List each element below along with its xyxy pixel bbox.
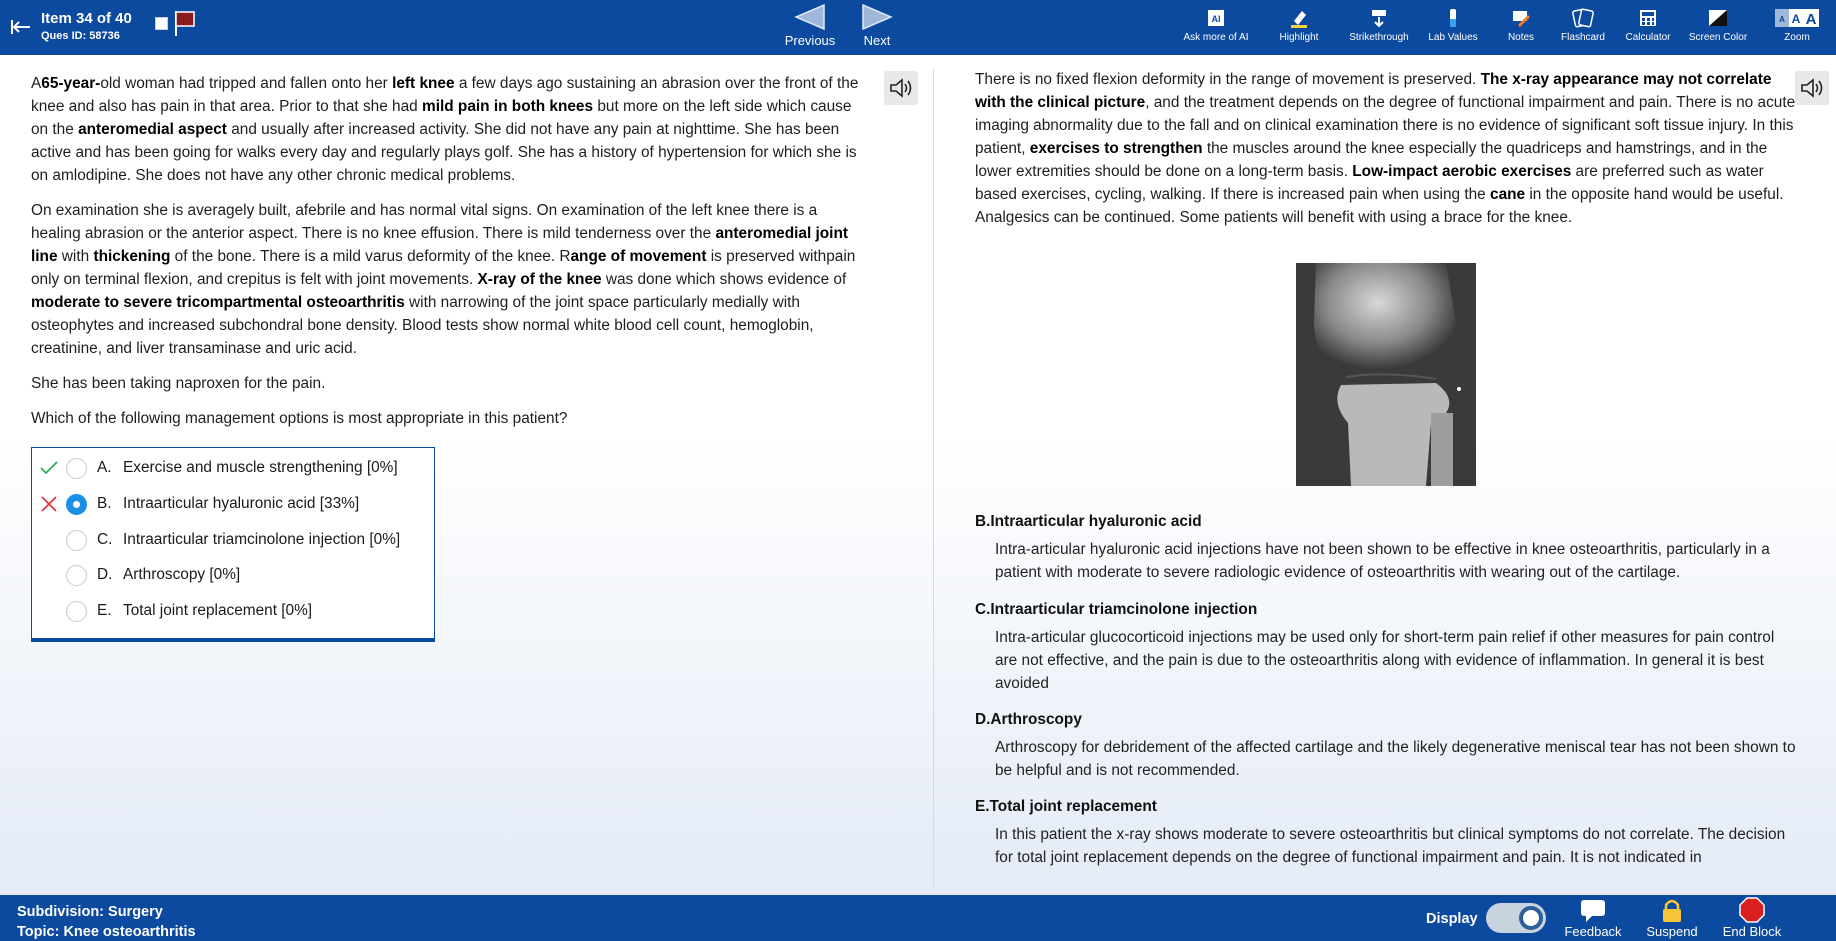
ask-ai-label: Ask more of AI (1183, 32, 1249, 43)
choice-a[interactable] (32, 453, 432, 483)
lab-flask-icon (1442, 7, 1464, 29)
read-aloud-question-button[interactable] (884, 71, 918, 105)
question-paragraph-history (31, 72, 861, 187)
previous-arrow-icon (793, 3, 827, 31)
explanation-heading-d: D.Arthroscopy (975, 711, 1082, 728)
exam-emphasis: thickening (93, 248, 171, 265)
choice-e-letter: E. (97, 602, 112, 619)
exam-text: with (57, 248, 94, 265)
exam-emphasis: anteromedial joint line (31, 225, 848, 265)
lock-icon (1657, 897, 1687, 923)
contrast-icon (1707, 7, 1729, 29)
knee-xray-image[interactable] (1296, 263, 1476, 486)
explanation-emphasis: cane (1490, 186, 1526, 203)
previous-button[interactable] (780, 2, 840, 52)
explanation-heading-c: C.Intraarticular triamcinolone injection (975, 601, 1258, 618)
calculator-icon (1637, 7, 1659, 29)
explanation-heading-b: B.Intraarticular hyaluronic acid (975, 513, 1202, 530)
flashcard-label: Flashcard (1561, 32, 1605, 43)
suspend-button[interactable] (1640, 895, 1704, 939)
next-label: Next (863, 33, 891, 48)
previous-label: Previous (784, 33, 836, 48)
feedback-button[interactable] (1560, 895, 1626, 939)
flashcard-button[interactable] (1557, 7, 1609, 43)
suspend-label: Suspend (1646, 924, 1698, 939)
display-toggle[interactable] (1486, 903, 1546, 933)
explanation-body-c: Intra-articular glucocorticoid injections may be used only for short-term pain relief if other measures for pain control are not effective, and the pain is due to the osteoarthritis along with evidence of inflammation. In general it is best avoided (995, 629, 1775, 692)
calculator-label: Calculator (1625, 32, 1671, 43)
end-block-button[interactable] (1716, 895, 1788, 939)
incorrect-x-icon (32, 489, 66, 519)
explanation-body-e: In this patient the x-ray shows moderate to severe osteoarthritis but clinical symptoms do not correlate. The decision for total joint replacement depends on the degree of functional impairment and pain. It is not indicated in (995, 826, 1786, 866)
next-arrow-icon (860, 3, 894, 31)
svg-text:AI: AI (1211, 14, 1221, 24)
explanation-text: are preferred such as water based exercises, cycling, walking. If there is increased pain when using the (975, 163, 1764, 203)
zoom-button[interactable] (1772, 7, 1822, 43)
explanation-body-d: Arthroscopy for debridement of the affected cartilage and the likely degenerative meniscal tear has not been shown to be helpful and is not recommended. (995, 739, 1796, 779)
speaker-icon (888, 77, 914, 99)
main-content (0, 55, 1836, 895)
choice-c[interactable] (32, 525, 432, 555)
topic-info (17, 902, 196, 941)
explanation-emphasis: exercises to strengthen (1029, 140, 1203, 157)
question-paragraph-medication: She has been taking naproxen for the pain. (31, 375, 326, 392)
feedback-bubble-icon (1578, 897, 1608, 923)
question-paragraph-exam (31, 199, 861, 360)
explanation-intro (975, 68, 1800, 229)
speaker-icon (1799, 77, 1825, 99)
choice-d-letter: D. (97, 566, 113, 583)
flashcard-icon (1570, 7, 1596, 29)
choice-a-radio[interactable] (66, 458, 87, 479)
answer-choices (31, 447, 435, 642)
flag-icon[interactable] (173, 9, 197, 37)
exam-emphasis: moderate to severe tricompartmental osteoarthritis (31, 294, 405, 311)
exam-text: On examination she is averagely built, afebrile and has normal vital signs. On examination of the left knee there is a healing abrasion or the anterior aspect. There is no knee effusion. There is mild tenderness over the (31, 202, 818, 242)
item-counter: Item 34 of 40 (41, 10, 132, 27)
choice-b-radio[interactable] (66, 494, 87, 515)
topic-label: Topic: Knee osteoarthritis (17, 924, 196, 940)
highlight-label: Highlight (1279, 32, 1319, 43)
history-text: and usually after increased activity. She did not have any pain at nighttime. She has been active and has been going for walks every day and regularly plays golf. She has a history of hypertension for which she is on amlodipine. She does not have any other chronic medical problems. (31, 121, 857, 184)
back-arrow-icon[interactable] (8, 14, 34, 40)
choice-e[interactable] (32, 596, 432, 626)
choice-a-letter: A. (97, 459, 112, 476)
choice-e-radio[interactable] (66, 601, 87, 622)
explanation-emphasis: Low-impact aerobic exercises (1352, 163, 1572, 180)
exam-emphasis: X-ray of the knee (477, 271, 602, 288)
choice-e-text: Total joint replacement [0%] (123, 602, 313, 619)
choice-d[interactable] (32, 560, 432, 590)
top-toolbar (0, 0, 1836, 55)
explanation-text: , and the treatment depends on the degree of functional impairment and pain. There is no acute imaging abnormality due to the fall and on clinical examination there is no evidence of significant soft tissue injury. In this patient, (975, 94, 1796, 157)
highlight-button[interactable] (1274, 7, 1324, 43)
strikethrough-label: Strikethrough (1349, 32, 1409, 43)
explanation-text: the muscles around the knee especially the quadriceps and hamstrings, and in the lower extremities should be done on a long-term basis. (975, 140, 1768, 180)
mark-checkbox[interactable] (155, 17, 168, 30)
choice-b[interactable] (32, 489, 432, 519)
svg-text:A: A (1791, 12, 1801, 26)
choice-d-radio[interactable] (66, 565, 87, 586)
end-block-label: End Block (1722, 924, 1782, 939)
choice-b-letter: B. (97, 495, 112, 512)
zoom-text-icon (1773, 7, 1821, 29)
svg-text:A: A (1779, 15, 1785, 24)
choice-a-text: Exercise and muscle strengthening [0%] (123, 459, 398, 476)
strikethrough-button[interactable] (1346, 7, 1412, 43)
explanation-text: in the opposite hand would be useful. Analgesics can be continued. Some patients will benefit with using a brace for the knee. (975, 186, 1784, 226)
svg-text:A: A (1805, 11, 1817, 28)
zoom-label: Zoom (1784, 32, 1810, 43)
read-aloud-explanation-button[interactable] (1795, 71, 1829, 105)
history-emphasis: mild pain in both knees (422, 98, 594, 115)
history-emphasis: 65-year- (41, 75, 101, 92)
toggle-knob (1519, 906, 1543, 930)
notes-button[interactable] (1500, 7, 1542, 43)
choice-b-text: Intraarticular hyaluronic acid [33%] (123, 495, 360, 512)
screen-color-button[interactable] (1685, 7, 1751, 43)
choice-c-radio[interactable] (66, 530, 87, 551)
explanation-body-b: Intra-articular hyaluronic acid injections have not been shown to be effective in knee osteoarthritis, particularly in a patient with moderate to severe radiologic evidence of osteoarthritis with wearing out of the cartilage. (995, 541, 1770, 581)
screen-color-label: Screen Color (1688, 32, 1748, 43)
correct-check-icon (32, 453, 66, 483)
feedback-label: Feedback (1564, 924, 1622, 939)
question-id: Ques ID: 58736 (41, 30, 120, 42)
notes-label: Notes (1507, 32, 1535, 43)
notes-pencil-icon (1510, 7, 1532, 29)
pane-divider (933, 69, 934, 887)
highlighter-icon (1288, 7, 1310, 29)
exam-emphasis: ange of movement (570, 248, 707, 265)
item-info (41, 9, 132, 44)
exam-text: is preserved withpain only on terminal flexion, and crepitus is felt with joint movements. (31, 248, 856, 288)
question-pane (31, 72, 861, 442)
explanation-heading-e: E.Total joint replacement (975, 798, 1157, 815)
explanation-text: There is no fixed flexion deformity in the range of movement is preserved. (975, 71, 1481, 88)
explanation-emphasis: The x-ray appearance may not correlate with the clinical picture (975, 71, 1772, 111)
explanation-pane (975, 68, 1800, 241)
history-text: A (31, 75, 42, 92)
lab-values-button[interactable] (1425, 7, 1481, 43)
history-emphasis: anteromedial aspect (78, 121, 227, 138)
question-stem: Which of the following management options is most appropriate in this patient? (31, 410, 568, 427)
exam-text: with narrowing of the joint space particularly medially with osteophytes and increased subchondral bone density. Blood tests show normal white blood cell count, hemoglobin, creatinine, and liver transaminase and uric acid. (31, 294, 814, 357)
history-text: a few days ago sustaining an abrasion over the front of the knee and also has pain in that area. Prior to that she had (31, 75, 859, 115)
history-text: but more on the left side which cause on the (31, 98, 852, 138)
history-emphasis: left knee (392, 75, 455, 92)
calculator-button[interactable] (1622, 7, 1674, 43)
ask-ai-button[interactable] (1178, 7, 1254, 43)
subdivision-label: Subdivision: Surgery (17, 904, 163, 920)
stop-sign-icon (1737, 897, 1767, 923)
history-text: old woman had tripped and fallen onto her (100, 75, 393, 92)
next-button[interactable] (847, 2, 907, 52)
display-label: Display (1426, 911, 1478, 927)
strikethrough-icon (1368, 7, 1390, 29)
exam-text: of the bone. There is a mild varus deformity of the knee. R (170, 248, 571, 265)
lab-values-label: Lab Values (1428, 32, 1478, 43)
bottom-bar (0, 895, 1836, 941)
choice-c-text: Intraarticular triamcinolone injection [0%] (123, 531, 401, 548)
choice-d-text: Arthroscopy [0%] (123, 566, 241, 583)
exam-text: was done which shows evidence of (601, 271, 847, 288)
ai-icon (1205, 7, 1227, 29)
choice-c-letter: C. (97, 531, 113, 548)
